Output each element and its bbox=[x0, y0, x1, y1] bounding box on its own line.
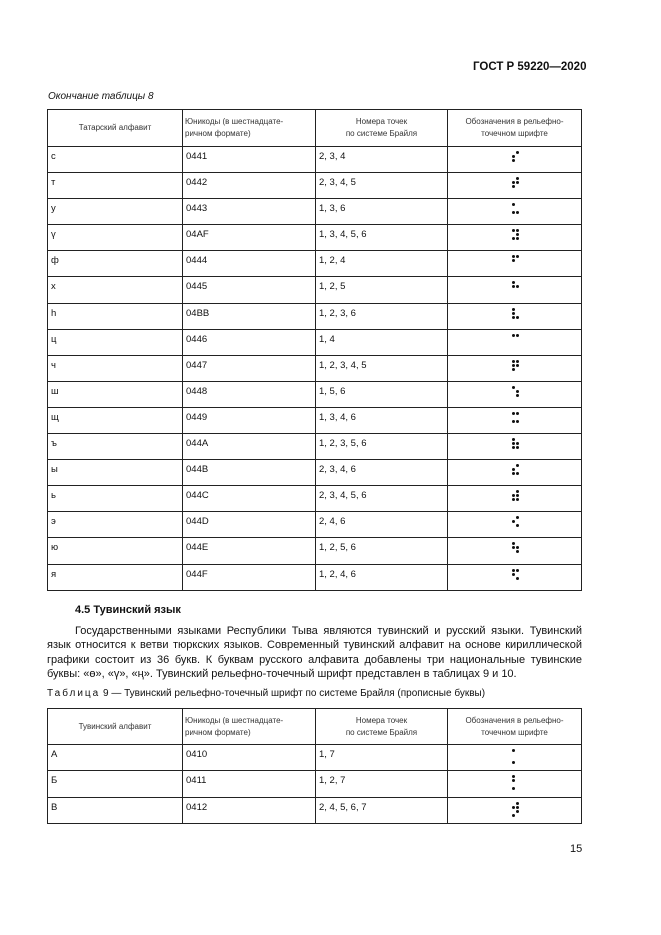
table-row bbox=[48, 199, 582, 225]
letter-cell: А bbox=[48, 745, 183, 771]
braille-dot-6 bbox=[516, 524, 519, 527]
dot-numbers-cell: 2, 3, 4, 5, 6 bbox=[316, 486, 448, 512]
table-row bbox=[48, 251, 582, 277]
letter-cell: ц bbox=[48, 329, 183, 355]
letter-cell: у bbox=[48, 199, 183, 225]
table-row bbox=[48, 225, 582, 251]
table8-caption: Окончание таблицы 8 bbox=[48, 91, 154, 102]
unicode-cell: 0447 bbox=[183, 355, 316, 381]
braille-cell bbox=[448, 460, 582, 486]
braille-dot-1 bbox=[512, 308, 515, 311]
table-row bbox=[48, 538, 582, 564]
braille-dot-1 bbox=[512, 255, 515, 258]
braille-dot-2 bbox=[512, 520, 515, 523]
braille-cell bbox=[448, 277, 582, 303]
unicode-cell: 0441 bbox=[183, 147, 316, 173]
unicode-cell: 0411 bbox=[183, 771, 316, 797]
braille-dot-1 bbox=[512, 438, 515, 441]
dot-numbers-cell: 1, 2, 3, 4, 5 bbox=[316, 355, 448, 381]
braille-dot-5 bbox=[516, 285, 519, 288]
letter-cell: т bbox=[48, 173, 183, 199]
braille-dot-5 bbox=[516, 494, 519, 497]
braille-dot-5 bbox=[516, 390, 519, 393]
braille-dot-2 bbox=[512, 494, 515, 497]
dot-numbers-cell: 2, 4, 5, 6, 7 bbox=[316, 797, 448, 823]
braille-dot-6 bbox=[516, 810, 519, 813]
braille-dot-5 bbox=[516, 806, 519, 809]
braille-dot-3 bbox=[512, 185, 515, 188]
unicode-cell: 0448 bbox=[183, 381, 316, 407]
unicode-cell: 0445 bbox=[183, 277, 316, 303]
unicode-cell: 0412 bbox=[183, 797, 316, 823]
braille-dot-2 bbox=[512, 181, 515, 184]
braille-dot-1 bbox=[512, 569, 515, 572]
letter-cell: э bbox=[48, 512, 183, 538]
braille-dot-1 bbox=[512, 412, 515, 415]
unicode-cell: 0443 bbox=[183, 199, 316, 225]
braille-dot-6 bbox=[516, 446, 519, 449]
dot-numbers-cell: 1, 2, 4, 6 bbox=[316, 564, 448, 590]
braille-dot-4 bbox=[516, 255, 519, 258]
letter-cell: ү bbox=[48, 225, 183, 251]
braille-dot-5 bbox=[516, 546, 519, 549]
table-row bbox=[48, 407, 582, 433]
braille-dot-4 bbox=[516, 334, 519, 337]
dot-numbers-cell: 1, 2, 3, 5, 6 bbox=[316, 434, 448, 460]
braille-dot-7 bbox=[512, 814, 515, 817]
braille-dot-1 bbox=[512, 281, 515, 284]
dot-numbers-cell: 1, 4 bbox=[316, 329, 448, 355]
dot-numbers-cell: 1, 2, 3, 6 bbox=[316, 303, 448, 329]
letter-cell: ф bbox=[48, 251, 183, 277]
braille-dot-4 bbox=[516, 516, 519, 519]
unicode-cell: 0410 bbox=[183, 745, 316, 771]
unicode-cell: 044B bbox=[183, 460, 316, 486]
braille-dot-6 bbox=[516, 498, 519, 501]
braille-cell bbox=[448, 564, 582, 590]
unicode-cell: 044A bbox=[183, 434, 316, 460]
dot-numbers-cell: 2, 3, 4 bbox=[316, 147, 448, 173]
braille-dot-4 bbox=[516, 464, 519, 467]
braille-dot-7 bbox=[512, 787, 515, 790]
braille-dot-2 bbox=[512, 779, 515, 782]
dot-numbers-cell: 1, 3, 4, 5, 6 bbox=[316, 225, 448, 251]
table-row bbox=[48, 303, 582, 329]
braille-dot-6 bbox=[516, 237, 519, 240]
table-row bbox=[48, 434, 582, 460]
unicode-cell: 044E bbox=[183, 538, 316, 564]
dot-numbers-cell: 1, 3, 6 bbox=[316, 199, 448, 225]
table-row bbox=[48, 512, 582, 538]
braille-dot-3 bbox=[512, 159, 515, 162]
unicode-cell: 04AF bbox=[183, 225, 316, 251]
braille-cell bbox=[448, 434, 582, 460]
braille-dot-2 bbox=[512, 285, 515, 288]
braille-dot-2 bbox=[512, 573, 515, 576]
table-9 bbox=[47, 708, 582, 824]
column-header-alphabet: Татарский алфавит bbox=[48, 110, 183, 147]
dot-numbers-cell: 1, 2, 7 bbox=[316, 771, 448, 797]
table-row bbox=[48, 797, 582, 823]
braille-dot-6 bbox=[516, 211, 519, 214]
braille-cell bbox=[448, 407, 582, 433]
table-row bbox=[48, 381, 582, 407]
table-row bbox=[48, 277, 582, 303]
column-header-dot-numbers: Номера точек по системе Брайля bbox=[316, 110, 448, 147]
letter-cell: ш bbox=[48, 381, 183, 407]
braille-dot-6 bbox=[516, 472, 519, 475]
braille-dot-4 bbox=[516, 360, 519, 363]
braille-cell bbox=[448, 512, 582, 538]
braille-dot-2 bbox=[512, 468, 515, 471]
letter-cell: ч bbox=[48, 355, 183, 381]
letter-cell: х bbox=[48, 277, 183, 303]
unicode-cell: 044C bbox=[183, 486, 316, 512]
unicode-cell: 0449 bbox=[183, 407, 316, 433]
table-row bbox=[48, 355, 582, 381]
braille-cell bbox=[448, 303, 582, 329]
braille-cell bbox=[448, 381, 582, 407]
braille-dot-4 bbox=[516, 151, 519, 154]
braille-dot-1 bbox=[512, 775, 515, 778]
table-row bbox=[48, 147, 582, 173]
braille-dot-4 bbox=[516, 229, 519, 232]
braille-dot-1 bbox=[512, 229, 515, 232]
dot-numbers-cell: 2, 3, 4, 6 bbox=[316, 460, 448, 486]
braille-dot-1 bbox=[512, 203, 515, 206]
dot-numbers-cell: 2, 3, 4, 5 bbox=[316, 173, 448, 199]
letter-cell: Б bbox=[48, 771, 183, 797]
braille-cell bbox=[448, 147, 582, 173]
braille-dot-6 bbox=[516, 420, 519, 423]
braille-dot-3 bbox=[512, 498, 515, 501]
section-paragraph: Государственными языками Республики Тыва являются тувинский и русский языки. Тувинский язык относится к ветви тюркских языков. Современный тувинский алфавит на основе кириллической графики состоит из 36 букв. К буквам русского алфавита добавлены три национальные тувинские буквы: «ө», «ү», «ң». Тувинский рельефно-точечный шрифт представлен в таблицах 9 и 10. bbox=[47, 625, 582, 680]
braille-dot-2 bbox=[512, 155, 515, 158]
letter-cell: ь bbox=[48, 486, 183, 512]
braille-dot-2 bbox=[512, 806, 515, 809]
column-header-unicode: Юникоды (в шестнадцате- ричном формате) bbox=[183, 709, 316, 745]
braille-dot-3 bbox=[512, 211, 515, 214]
braille-dot-2 bbox=[512, 259, 515, 262]
braille-dot-5 bbox=[516, 442, 519, 445]
braille-dot-3 bbox=[512, 420, 515, 423]
page-number: 15 bbox=[570, 843, 583, 855]
table-8 bbox=[47, 109, 582, 591]
braille-dot-1 bbox=[512, 749, 515, 752]
unicode-cell: 044D bbox=[183, 512, 316, 538]
table-row bbox=[48, 771, 582, 797]
braille-cell bbox=[448, 771, 582, 797]
letter-cell: я bbox=[48, 564, 183, 590]
dot-numbers-cell: 1, 2, 5, 6 bbox=[316, 538, 448, 564]
braille-cell bbox=[448, 486, 582, 512]
letter-cell: В bbox=[48, 797, 183, 823]
column-header-braille: Обозначения в рельефно- точечном шрифте bbox=[448, 110, 582, 147]
column-header-dot-numbers: Номера точек по системе Брайля bbox=[316, 709, 448, 745]
dot-numbers-cell: 2, 4, 6 bbox=[316, 512, 448, 538]
braille-dot-1 bbox=[512, 360, 515, 363]
column-header-alphabet: Тувинский алфавит bbox=[48, 709, 183, 745]
dot-numbers-cell: 1, 3, 4, 6 bbox=[316, 407, 448, 433]
letter-cell: һ bbox=[48, 303, 183, 329]
braille-dot-5 bbox=[516, 181, 519, 184]
table-row bbox=[48, 329, 582, 355]
dot-numbers-cell: 1, 5, 6 bbox=[316, 381, 448, 407]
column-header-braille: Обозначения в рельефно- точечном шрифте bbox=[448, 709, 582, 745]
braille-dot-1 bbox=[512, 386, 515, 389]
braille-cell bbox=[448, 173, 582, 199]
braille-dot-3 bbox=[512, 472, 515, 475]
braille-dot-4 bbox=[516, 569, 519, 572]
section-title: 4.5 Тувинский язык bbox=[75, 604, 181, 616]
braille-cell bbox=[448, 355, 582, 381]
letter-cell: ы bbox=[48, 460, 183, 486]
braille-dot-2 bbox=[512, 546, 515, 549]
braille-dot-6 bbox=[516, 316, 519, 319]
braille-dot-3 bbox=[512, 237, 515, 240]
braille-dot-7 bbox=[512, 761, 515, 764]
table-row bbox=[48, 460, 582, 486]
braille-cell bbox=[448, 199, 582, 225]
braille-dot-1 bbox=[512, 334, 515, 337]
table-row bbox=[48, 486, 582, 512]
table-row bbox=[48, 173, 582, 199]
braille-dot-6 bbox=[516, 577, 519, 580]
braille-dot-3 bbox=[512, 446, 515, 449]
braille-dot-2 bbox=[512, 364, 515, 367]
table-row bbox=[48, 745, 582, 771]
dot-numbers-cell: 1, 7 bbox=[316, 745, 448, 771]
braille-cell bbox=[448, 538, 582, 564]
document-code: ГОСТ Р 59220—2020 bbox=[473, 61, 587, 73]
braille-dot-4 bbox=[516, 412, 519, 415]
braille-cell bbox=[448, 251, 582, 277]
braille-dot-4 bbox=[516, 177, 519, 180]
column-header-unicode: Юникоды (в шестнадцате- ричном формате) bbox=[183, 110, 316, 147]
letter-cell: с bbox=[48, 147, 183, 173]
dot-numbers-cell: 1, 2, 4 bbox=[316, 251, 448, 277]
unicode-cell: 044F bbox=[183, 564, 316, 590]
letter-cell: ю bbox=[48, 538, 183, 564]
unicode-cell: 0442 bbox=[183, 173, 316, 199]
table-row bbox=[48, 564, 582, 590]
braille-cell bbox=[448, 329, 582, 355]
braille-dot-4 bbox=[516, 490, 519, 493]
braille-dot-3 bbox=[512, 368, 515, 371]
braille-dot-6 bbox=[516, 550, 519, 553]
unicode-cell: 0444 bbox=[183, 251, 316, 277]
dot-numbers-cell: 1, 2, 5 bbox=[316, 277, 448, 303]
braille-dot-3 bbox=[512, 316, 515, 319]
braille-dot-5 bbox=[516, 364, 519, 367]
braille-cell bbox=[448, 225, 582, 251]
braille-cell bbox=[448, 797, 582, 823]
braille-cell bbox=[448, 745, 582, 771]
braille-dot-1 bbox=[512, 542, 515, 545]
braille-dot-6 bbox=[516, 394, 519, 397]
letter-cell: ъ bbox=[48, 434, 183, 460]
letter-cell: щ bbox=[48, 407, 183, 433]
unicode-cell: 04BB bbox=[183, 303, 316, 329]
unicode-cell: 0446 bbox=[183, 329, 316, 355]
braille-dot-2 bbox=[512, 312, 515, 315]
braille-dot-5 bbox=[516, 233, 519, 236]
table9-caption: Таблица 9 — Тувинский рельефно-точечный шрифт по системе Брайля (прописные буквы) bbox=[47, 688, 486, 699]
braille-dot-2 bbox=[512, 442, 515, 445]
braille-dot-4 bbox=[516, 802, 519, 805]
